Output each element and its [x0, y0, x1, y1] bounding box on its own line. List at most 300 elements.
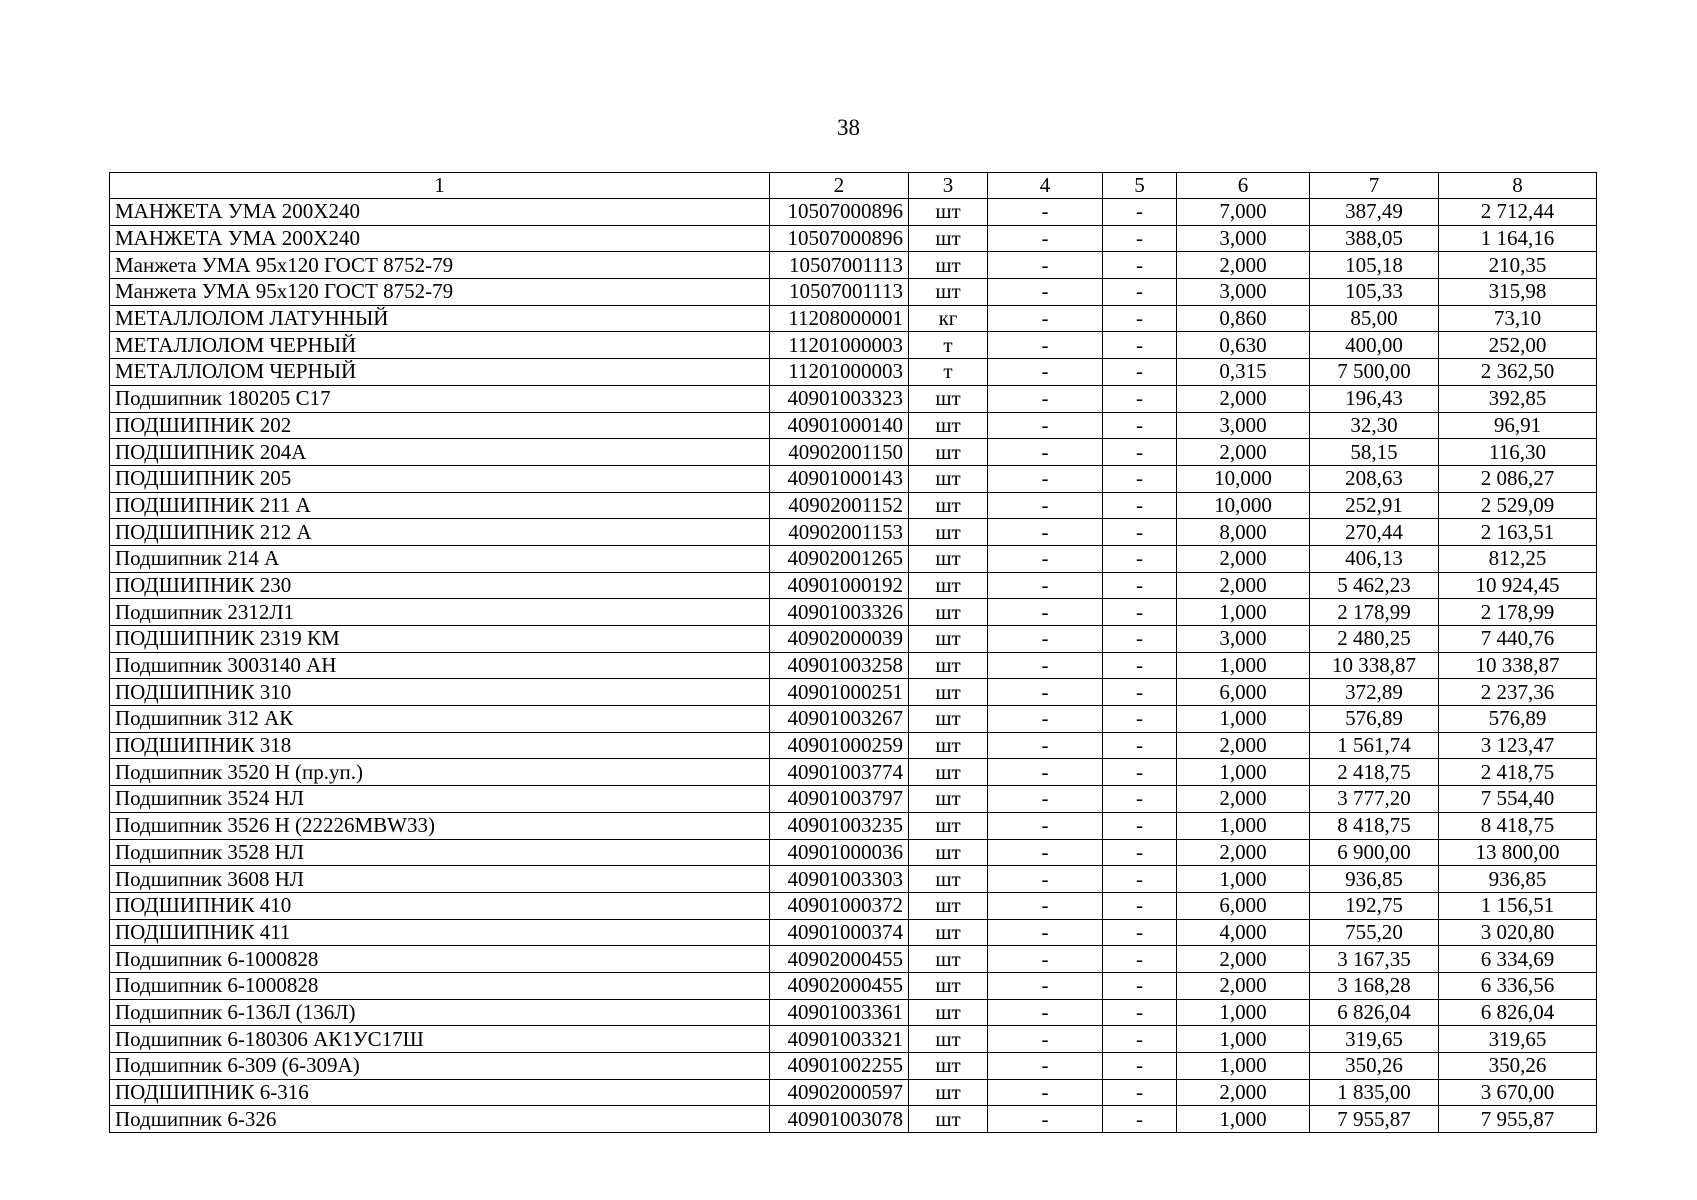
amount-cell: 116,30 — [1439, 439, 1597, 466]
amount-cell: 2 086,27 — [1439, 465, 1597, 492]
unit-cell: шт — [909, 866, 988, 893]
col4-cell: - — [988, 626, 1103, 653]
table-row — [110, 919, 1597, 946]
table-body — [110, 199, 1597, 1133]
unit-cell: шт — [909, 1053, 988, 1080]
item-name-cell: ПОДШИПНИК 204А — [110, 439, 770, 466]
amount-cell: 350,26 — [1439, 1053, 1597, 1080]
price-cell: 1 561,74 — [1310, 732, 1439, 759]
col5-cell: - — [1103, 972, 1177, 999]
table-row — [110, 439, 1597, 466]
col5-cell: - — [1103, 412, 1177, 439]
table-row — [110, 972, 1597, 999]
unit-cell: шт — [909, 946, 988, 973]
col5-cell: - — [1103, 1106, 1177, 1133]
col5-cell: - — [1103, 199, 1177, 226]
item-name-cell: ПОДШИПНИК 205 — [110, 465, 770, 492]
col4-cell: - — [988, 545, 1103, 572]
item-name-cell: Манжета УМА 95х120 ГОСТ 8752-79 — [110, 252, 770, 279]
price-cell: 936,85 — [1310, 866, 1439, 893]
item-code-cell: 40901000192 — [770, 572, 909, 599]
col4-cell: - — [988, 1053, 1103, 1080]
quantity-cell: 6,000 — [1177, 679, 1310, 706]
amount-cell: 8 418,75 — [1439, 812, 1597, 839]
item-code-cell: 40901003361 — [770, 999, 909, 1026]
table-row — [110, 652, 1597, 679]
item-code-cell: 40901003303 — [770, 866, 909, 893]
unit-cell: шт — [909, 279, 988, 306]
col5-cell: - — [1103, 706, 1177, 733]
item-code-cell: 10507001113 — [770, 252, 909, 279]
item-name-cell: Подшипник 6-309 (6-309А) — [110, 1053, 770, 1080]
col5-cell: - — [1103, 812, 1177, 839]
col4-cell: - — [988, 305, 1103, 332]
quantity-cell: 2,000 — [1177, 1079, 1310, 1106]
quantity-cell: 2,000 — [1177, 545, 1310, 572]
col5-cell: - — [1103, 225, 1177, 252]
amount-cell: 7 440,76 — [1439, 626, 1597, 653]
col4-cell: - — [988, 252, 1103, 279]
quantity-cell: 2,000 — [1177, 439, 1310, 466]
price-cell: 319,65 — [1310, 1026, 1439, 1053]
col5-cell: - — [1103, 1026, 1177, 1053]
item-code-cell: 40901003326 — [770, 599, 909, 626]
amount-cell: 2 362,50 — [1439, 359, 1597, 386]
item-name-cell: Подшипник 2312Л1 — [110, 599, 770, 626]
amount-cell: 7 554,40 — [1439, 786, 1597, 813]
item-code-cell: 40901000143 — [770, 465, 909, 492]
quantity-cell: 2,000 — [1177, 572, 1310, 599]
col5-cell: - — [1103, 332, 1177, 359]
amount-cell: 73,10 — [1439, 305, 1597, 332]
col4-cell: - — [988, 572, 1103, 599]
item-name-cell: Подшипник 180205 С17 — [110, 385, 770, 412]
col4-cell: - — [988, 892, 1103, 919]
table-row — [110, 359, 1597, 386]
item-code-cell: 40901000259 — [770, 732, 909, 759]
amount-cell: 252,00 — [1439, 332, 1597, 359]
item-code-cell: 40901003323 — [770, 385, 909, 412]
price-cell: 32,30 — [1310, 412, 1439, 439]
item-name-cell: ПОДШИПНИК 6-316 — [110, 1079, 770, 1106]
item-name-cell: Подшипник 3524 НЛ — [110, 786, 770, 813]
item-code-cell: 40901003797 — [770, 786, 909, 813]
item-code-cell: 40901003267 — [770, 706, 909, 733]
item-code-cell: 40901003258 — [770, 652, 909, 679]
quantity-cell: 1,000 — [1177, 759, 1310, 786]
item-name-cell: ПОДШИПНИК 410 — [110, 892, 770, 919]
col4-cell: - — [988, 385, 1103, 412]
quantity-cell: 10,000 — [1177, 492, 1310, 519]
price-cell: 350,26 — [1310, 1053, 1439, 1080]
item-name-cell: ПОДШИПНИК 211 А — [110, 492, 770, 519]
amount-cell: 1 156,51 — [1439, 892, 1597, 919]
table-row — [110, 839, 1597, 866]
price-cell: 755,20 — [1310, 919, 1439, 946]
item-code-cell: 11201000003 — [770, 359, 909, 386]
amount-cell: 10 338,87 — [1439, 652, 1597, 679]
unit-cell: шт — [909, 519, 988, 546]
quantity-cell: 3,000 — [1177, 225, 1310, 252]
item-name-cell: МАНЖЕТА УМА 200Х240 — [110, 199, 770, 226]
col5-cell: - — [1103, 439, 1177, 466]
col5-cell: - — [1103, 626, 1177, 653]
amount-cell: 6 336,56 — [1439, 972, 1597, 999]
unit-cell: шт — [909, 412, 988, 439]
unit-cell: шт — [909, 1106, 988, 1133]
table-row — [110, 225, 1597, 252]
table-row — [110, 385, 1597, 412]
col5-cell: - — [1103, 759, 1177, 786]
quantity-cell: 1,000 — [1177, 1106, 1310, 1133]
col4-cell: - — [988, 519, 1103, 546]
unit-cell: шт — [909, 572, 988, 599]
unit-cell: шт — [909, 385, 988, 412]
quantity-cell: 6,000 — [1177, 892, 1310, 919]
unit-cell: шт — [909, 652, 988, 679]
price-cell: 2 480,25 — [1310, 626, 1439, 653]
col4-cell: - — [988, 866, 1103, 893]
col4-cell: - — [988, 732, 1103, 759]
amount-cell: 2 178,99 — [1439, 599, 1597, 626]
column-number-header-row — [110, 173, 1597, 199]
quantity-cell: 10,000 — [1177, 465, 1310, 492]
item-code-cell: 40901000140 — [770, 412, 909, 439]
price-cell: 105,33 — [1310, 279, 1439, 306]
col5-cell: - — [1103, 252, 1177, 279]
quantity-cell: 1,000 — [1177, 1053, 1310, 1080]
table-row — [110, 679, 1597, 706]
col4-cell: - — [988, 652, 1103, 679]
table-row — [110, 279, 1597, 306]
col4-cell: - — [988, 839, 1103, 866]
item-name-cell: Подшипник 3520 Н (пр.уп.) — [110, 759, 770, 786]
table-row — [110, 1053, 1597, 1080]
item-name-cell: МЕТАЛЛОЛОМ ЧЕРНЫЙ — [110, 359, 770, 386]
unit-cell: шт — [909, 732, 988, 759]
col4-cell: - — [988, 599, 1103, 626]
col4-cell: - — [988, 225, 1103, 252]
quantity-cell: 0,630 — [1177, 332, 1310, 359]
col4-cell: - — [988, 412, 1103, 439]
item-name-cell: МЕТАЛЛОЛОМ ЧЕРНЫЙ — [110, 332, 770, 359]
quantity-cell: 7,000 — [1177, 199, 1310, 226]
col5-cell: - — [1103, 652, 1177, 679]
table-row — [110, 412, 1597, 439]
col5-cell: - — [1103, 519, 1177, 546]
price-cell: 270,44 — [1310, 519, 1439, 546]
unit-cell: т — [909, 332, 988, 359]
col4-cell: - — [988, 786, 1103, 813]
item-name-cell: Подшипник 6-136Л (136Л) — [110, 999, 770, 1026]
inventory-table — [109, 172, 1597, 1133]
price-cell: 372,89 — [1310, 679, 1439, 706]
col4-cell: - — [988, 492, 1103, 519]
quantity-cell: 0,315 — [1177, 359, 1310, 386]
table-row — [110, 626, 1597, 653]
item-name-cell: ПОДШИПНИК 411 — [110, 919, 770, 946]
item-code-cell: 40902000597 — [770, 1079, 909, 1106]
price-cell: 252,91 — [1310, 492, 1439, 519]
table-row — [110, 999, 1597, 1026]
price-cell: 387,49 — [1310, 199, 1439, 226]
item-code-cell: 11201000003 — [770, 332, 909, 359]
column-header: 4 — [988, 173, 1103, 199]
amount-cell: 13 800,00 — [1439, 839, 1597, 866]
item-name-cell: Подшипник 3528 НЛ — [110, 839, 770, 866]
page-number: 38 — [837, 115, 860, 140]
item-name-cell: ПОДШИПНИК 230 — [110, 572, 770, 599]
table-row — [110, 706, 1597, 733]
price-cell: 8 418,75 — [1310, 812, 1439, 839]
amount-cell: 210,35 — [1439, 252, 1597, 279]
table-row — [110, 492, 1597, 519]
price-cell: 3 167,35 — [1310, 946, 1439, 973]
price-cell: 5 462,23 — [1310, 572, 1439, 599]
price-cell: 85,00 — [1310, 305, 1439, 332]
price-cell: 10 338,87 — [1310, 652, 1439, 679]
unit-cell: шт — [909, 786, 988, 813]
unit-cell: шт — [909, 1026, 988, 1053]
col4-cell: - — [988, 1106, 1103, 1133]
amount-cell: 2 163,51 — [1439, 519, 1597, 546]
table-row — [110, 866, 1597, 893]
amount-cell: 10 924,45 — [1439, 572, 1597, 599]
quantity-cell: 1,000 — [1177, 812, 1310, 839]
col5-cell: - — [1103, 839, 1177, 866]
unit-cell: шт — [909, 199, 988, 226]
item-code-cell: 40901003078 — [770, 1106, 909, 1133]
item-name-cell: МЕТАЛЛОЛОМ ЛАТУННЫЙ — [110, 305, 770, 332]
price-cell: 388,05 — [1310, 225, 1439, 252]
table-row — [110, 1079, 1597, 1106]
column-header: 2 — [770, 173, 909, 199]
item-code-cell: 40901000372 — [770, 892, 909, 919]
table-row — [110, 465, 1597, 492]
amount-cell: 2 237,36 — [1439, 679, 1597, 706]
col4-cell: - — [988, 199, 1103, 226]
quantity-cell: 3,000 — [1177, 279, 1310, 306]
price-cell: 192,75 — [1310, 892, 1439, 919]
table-row — [110, 599, 1597, 626]
item-name-cell: Подшипник 214 А — [110, 545, 770, 572]
amount-cell: 3 123,47 — [1439, 732, 1597, 759]
item-name-cell: Подшипник 3003140 АН — [110, 652, 770, 679]
col4-cell: - — [988, 359, 1103, 386]
item-name-cell: ПОДШИПНИК 212 А — [110, 519, 770, 546]
item-code-cell: 40902000039 — [770, 626, 909, 653]
unit-cell: шт — [909, 225, 988, 252]
column-header: 8 — [1439, 173, 1597, 199]
amount-cell: 936,85 — [1439, 866, 1597, 893]
item-code-cell: 40901000036 — [770, 839, 909, 866]
col5-cell: - — [1103, 946, 1177, 973]
col5-cell: - — [1103, 385, 1177, 412]
unit-cell: кг — [909, 305, 988, 332]
item-code-cell: 10507001113 — [770, 279, 909, 306]
price-cell: 7 955,87 — [1310, 1106, 1439, 1133]
item-code-cell: 40902001265 — [770, 545, 909, 572]
table-row — [110, 1106, 1597, 1133]
col4-cell: - — [988, 759, 1103, 786]
item-name-cell: Манжета УМА 95х120 ГОСТ 8752-79 — [110, 279, 770, 306]
col4-cell: - — [988, 706, 1103, 733]
quantity-cell: 0,860 — [1177, 305, 1310, 332]
quantity-cell: 2,000 — [1177, 786, 1310, 813]
col5-cell: - — [1103, 572, 1177, 599]
col4-cell: - — [988, 1026, 1103, 1053]
table-row — [110, 812, 1597, 839]
column-header: 5 — [1103, 173, 1177, 199]
quantity-cell: 1,000 — [1177, 599, 1310, 626]
quantity-cell: 2,000 — [1177, 972, 1310, 999]
col5-cell: - — [1103, 359, 1177, 386]
col4-cell: - — [988, 332, 1103, 359]
col4-cell: - — [988, 999, 1103, 1026]
price-cell: 576,89 — [1310, 706, 1439, 733]
price-cell: 1 835,00 — [1310, 1079, 1439, 1106]
item-code-cell: 11208000001 — [770, 305, 909, 332]
column-header: 3 — [909, 173, 988, 199]
price-cell: 7 500,00 — [1310, 359, 1439, 386]
col5-cell: - — [1103, 999, 1177, 1026]
col5-cell: - — [1103, 492, 1177, 519]
col4-cell: - — [988, 679, 1103, 706]
table-row — [110, 252, 1597, 279]
item-code-cell: 40902000455 — [770, 972, 909, 999]
column-header: 1 — [110, 173, 770, 199]
price-cell: 6 826,04 — [1310, 999, 1439, 1026]
item-name-cell: Подшипник 6-1000828 — [110, 972, 770, 999]
price-cell: 105,18 — [1310, 252, 1439, 279]
amount-cell: 3 670,00 — [1439, 1079, 1597, 1106]
unit-cell: шт — [909, 812, 988, 839]
item-code-cell: 40901002255 — [770, 1053, 909, 1080]
table-row — [110, 305, 1597, 332]
item-name-cell: Подшипник 6-1000828 — [110, 946, 770, 973]
unit-cell: шт — [909, 252, 988, 279]
price-cell: 3 777,20 — [1310, 786, 1439, 813]
table-row — [110, 786, 1597, 813]
quantity-cell: 1,000 — [1177, 999, 1310, 1026]
amount-cell: 96,91 — [1439, 412, 1597, 439]
price-cell: 208,63 — [1310, 465, 1439, 492]
amount-cell: 319,65 — [1439, 1026, 1597, 1053]
quantity-cell: 4,000 — [1177, 919, 1310, 946]
quantity-cell: 8,000 — [1177, 519, 1310, 546]
unit-cell: шт — [909, 492, 988, 519]
table-row — [110, 732, 1597, 759]
item-name-cell: МАНЖЕТА УМА 200Х240 — [110, 225, 770, 252]
price-cell: 400,00 — [1310, 332, 1439, 359]
item-name-cell: Подшипник 6-326 — [110, 1106, 770, 1133]
col5-cell: - — [1103, 732, 1177, 759]
item-code-cell: 40901000374 — [770, 919, 909, 946]
unit-cell: шт — [909, 679, 988, 706]
table-row — [110, 759, 1597, 786]
unit-cell: шт — [909, 545, 988, 572]
col5-cell: - — [1103, 892, 1177, 919]
col4-cell: - — [988, 972, 1103, 999]
col5-cell: - — [1103, 786, 1177, 813]
table-row — [110, 572, 1597, 599]
price-cell: 2 418,75 — [1310, 759, 1439, 786]
col5-cell: - — [1103, 545, 1177, 572]
item-code-cell: 40901003235 — [770, 812, 909, 839]
col4-cell: - — [988, 946, 1103, 973]
price-cell: 3 168,28 — [1310, 972, 1439, 999]
item-name-cell: ПОДШИПНИК 202 — [110, 412, 770, 439]
table-row — [110, 946, 1597, 973]
unit-cell: т — [909, 359, 988, 386]
amount-cell: 2 418,75 — [1439, 759, 1597, 786]
col5-cell: - — [1103, 305, 1177, 332]
quantity-cell: 2,000 — [1177, 252, 1310, 279]
amount-cell: 3 020,80 — [1439, 919, 1597, 946]
price-cell: 406,13 — [1310, 545, 1439, 572]
item-code-cell: 10507000896 — [770, 199, 909, 226]
unit-cell: шт — [909, 759, 988, 786]
unit-cell: шт — [909, 839, 988, 866]
price-cell: 2 178,99 — [1310, 599, 1439, 626]
col4-cell: - — [988, 439, 1103, 466]
unit-cell: шт — [909, 999, 988, 1026]
unit-cell: шт — [909, 892, 988, 919]
col5-cell: - — [1103, 866, 1177, 893]
quantity-cell: 1,000 — [1177, 1026, 1310, 1053]
amount-cell: 6 334,69 — [1439, 946, 1597, 973]
unit-cell: шт — [909, 919, 988, 946]
table-row — [110, 199, 1597, 226]
unit-cell: шт — [909, 626, 988, 653]
item-code-cell: 40901000251 — [770, 679, 909, 706]
col5-cell: - — [1103, 465, 1177, 492]
col4-cell: - — [988, 812, 1103, 839]
quantity-cell: 2,000 — [1177, 732, 1310, 759]
unit-cell: шт — [909, 439, 988, 466]
col5-cell: - — [1103, 1079, 1177, 1106]
col5-cell: - — [1103, 919, 1177, 946]
unit-cell: шт — [909, 599, 988, 626]
table-row — [110, 545, 1597, 572]
column-header: 6 — [1177, 173, 1310, 199]
price-cell: 6 900,00 — [1310, 839, 1439, 866]
col4-cell: - — [988, 1079, 1103, 1106]
item-name-cell: ПОДШИПНИК 310 — [110, 679, 770, 706]
quantity-cell: 2,000 — [1177, 385, 1310, 412]
quantity-cell: 3,000 — [1177, 626, 1310, 653]
amount-cell: 2 712,44 — [1439, 199, 1597, 226]
unit-cell: шт — [909, 465, 988, 492]
item-code-cell: 40901003774 — [770, 759, 909, 786]
item-name-cell: Подшипник 312 АК — [110, 706, 770, 733]
quantity-cell: 2,000 — [1177, 839, 1310, 866]
amount-cell: 315,98 — [1439, 279, 1597, 306]
amount-cell: 2 529,09 — [1439, 492, 1597, 519]
amount-cell: 392,85 — [1439, 385, 1597, 412]
table-row — [110, 332, 1597, 359]
col5-cell: - — [1103, 599, 1177, 626]
col5-cell: - — [1103, 679, 1177, 706]
quantity-cell: 1,000 — [1177, 652, 1310, 679]
unit-cell: шт — [909, 972, 988, 999]
col5-cell: - — [1103, 279, 1177, 306]
amount-cell: 812,25 — [1439, 545, 1597, 572]
column-header: 7 — [1310, 173, 1439, 199]
item-code-cell: 10507000896 — [770, 225, 909, 252]
col4-cell: - — [988, 919, 1103, 946]
item-code-cell: 40902000455 — [770, 946, 909, 973]
